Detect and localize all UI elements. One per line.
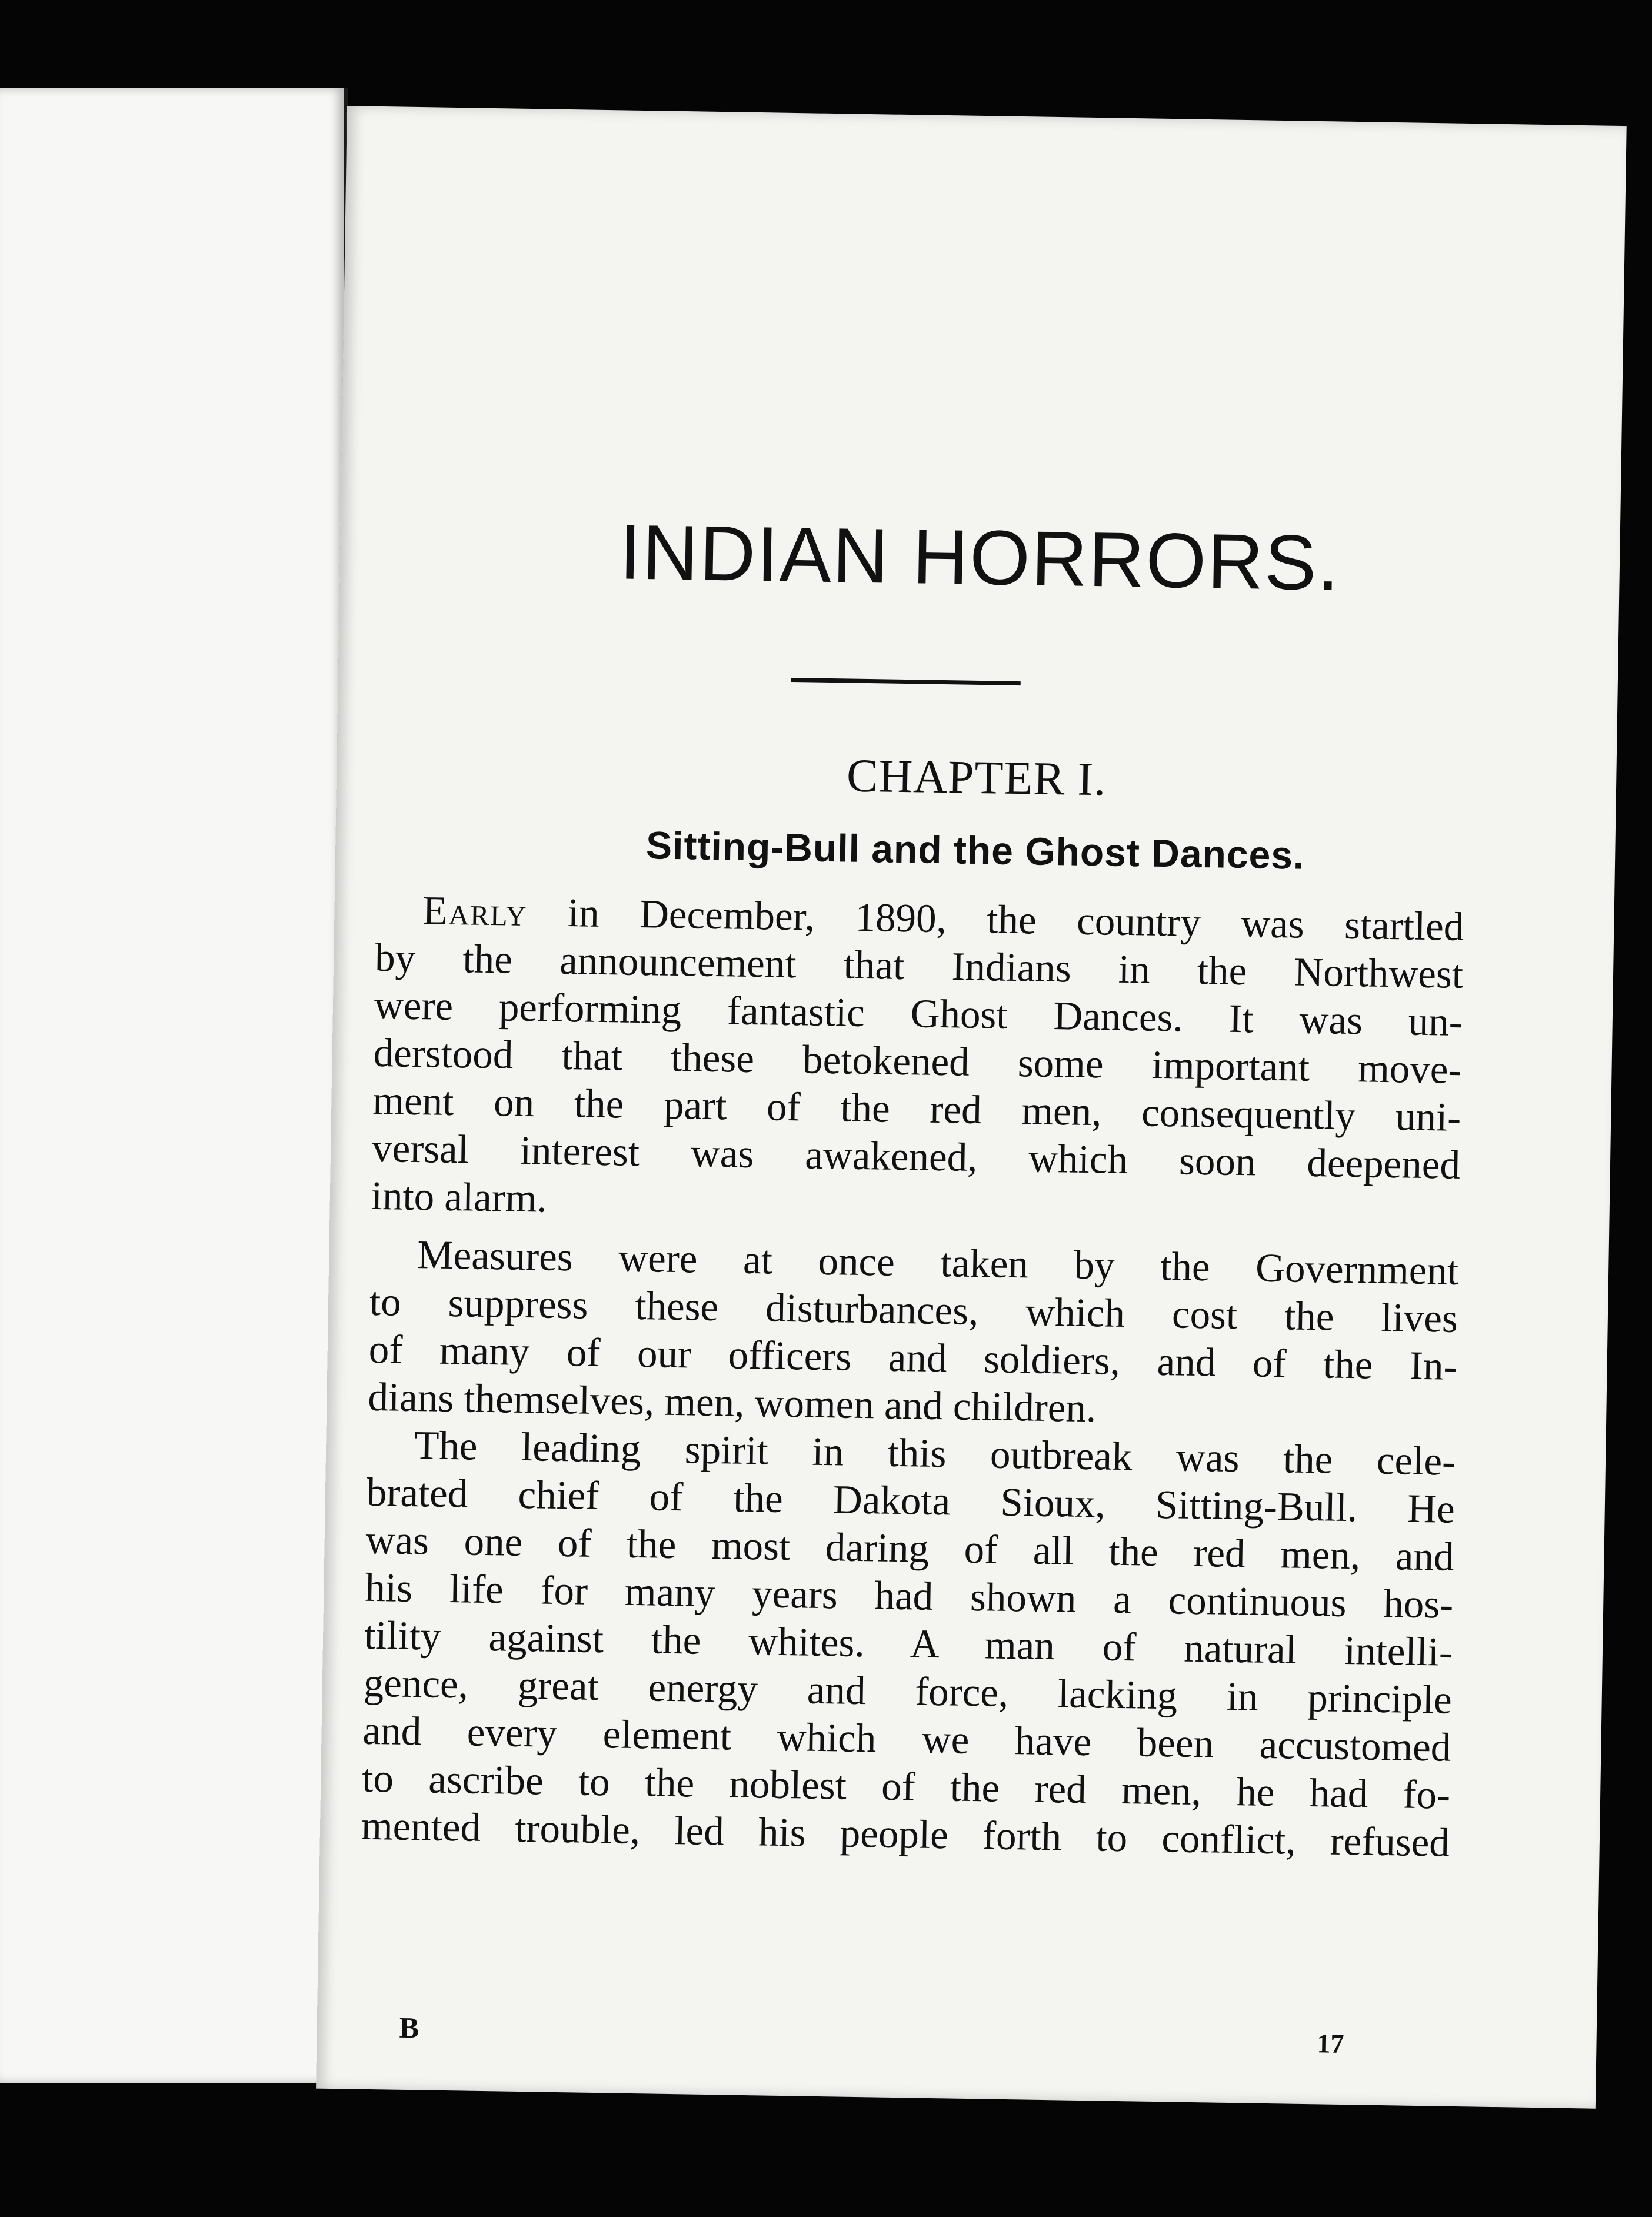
text-line: gence, great energy and force, lacking in principle — [363, 1660, 1453, 1722]
text-line: tility against the whites. A man of natural intelli- — [364, 1612, 1453, 1675]
text-line: versal interest was awakened, which soon deepened — [371, 1125, 1461, 1187]
text-line: by the announcement that Indians in the Northwest — [374, 934, 1464, 997]
paragraph-1 — [371, 886, 1464, 1237]
book-title: INDIAN HORRORS. — [618, 508, 1341, 607]
text-line: Early in December, 1890, the country was startled — [422, 888, 1464, 949]
chapter-heading: CHAPTER I. — [846, 750, 1107, 806]
text-line: and every element which we have been accustomed — [362, 1707, 1452, 1770]
text-line: Measures were at once taken by the Government — [417, 1232, 1459, 1293]
text-line: were performing fantastic Ghost Dances. It was un- — [374, 982, 1463, 1044]
text-line: of many of our officers and soldiers, and of the In- — [368, 1326, 1458, 1389]
right-page — [316, 106, 1627, 2109]
chapter-subtitle: Sitting-Bull and the Ghost Dances. — [645, 823, 1305, 877]
signature-mark: B — [399, 2010, 419, 2045]
paragraph-2 — [368, 1230, 1459, 1438]
text-line: ment on the part of the red men, consequently uni- — [372, 1077, 1461, 1140]
drop-word: Early — [422, 888, 528, 934]
text-line: derstood that these betokened some important move- — [373, 1030, 1463, 1092]
text-line: The leading spirit in this outbreak was the cele- — [414, 1423, 1456, 1484]
text-line: his life for many years had shown a continuous hos- — [364, 1564, 1454, 1627]
paragraph-3 — [361, 1421, 1456, 1867]
title-rule — [791, 678, 1021, 685]
text-line: brated chief of the Dakota Sioux, Sitting-Bull. He — [366, 1469, 1456, 1532]
text-line: into alarm. — [371, 1173, 548, 1221]
page-number: 17 — [1317, 2028, 1344, 2059]
text-line: mented trouble, led his people forth to conflict, refused — [361, 1803, 1450, 1865]
text-line: was one of the most daring of all the red men, and — [365, 1517, 1455, 1579]
text-line: dians themselves, men, women and children. — [367, 1374, 1097, 1431]
body-text — [361, 886, 1464, 1867]
text-line: to suppress these disturbances, which cost the lives — [369, 1279, 1458, 1341]
left-page — [0, 88, 348, 2083]
text-line: to ascribe to the noblest of the red men, he had fo- — [361, 1755, 1451, 1817]
